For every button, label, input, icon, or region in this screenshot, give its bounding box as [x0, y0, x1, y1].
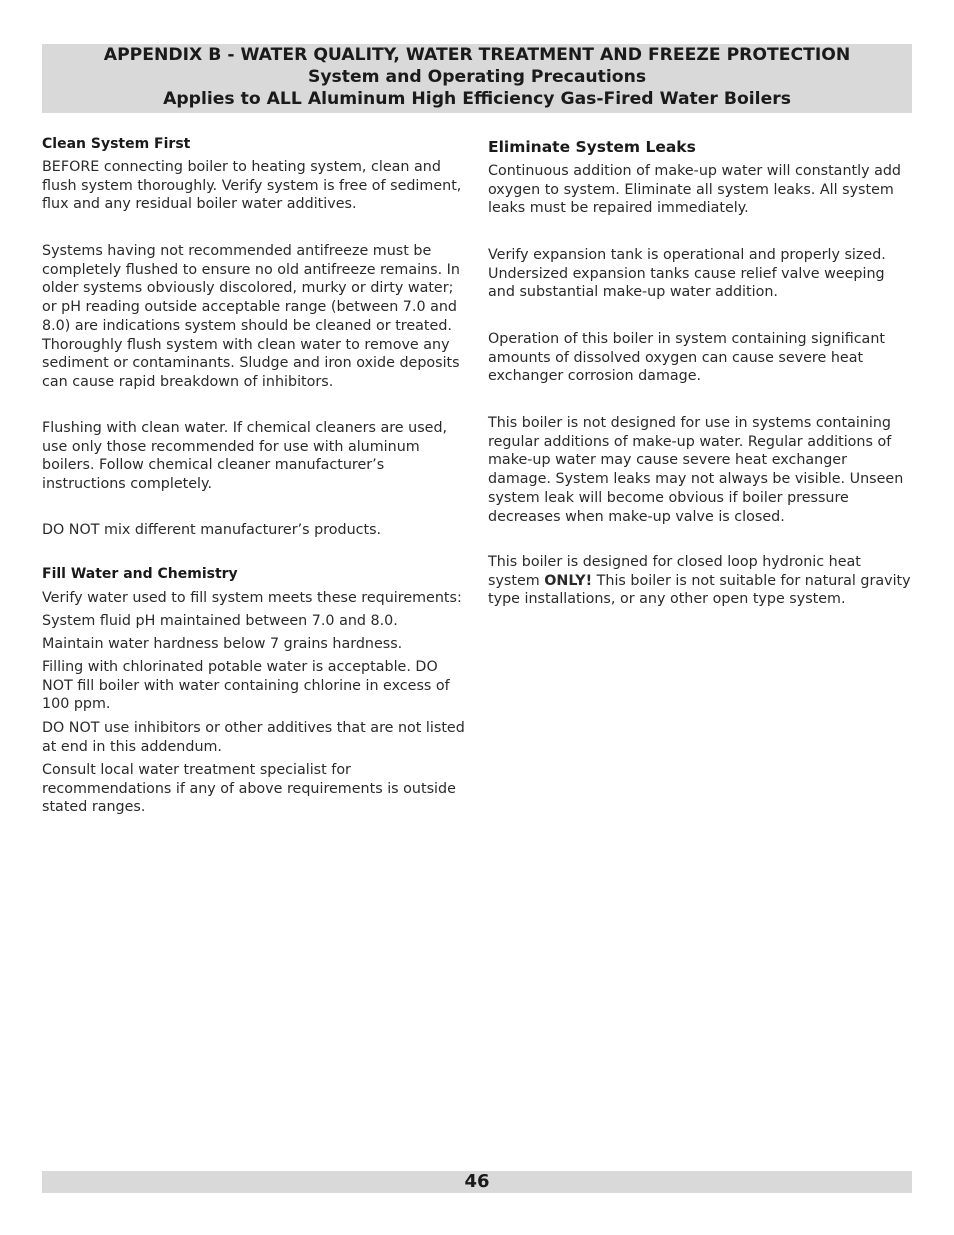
- clean-system-paragraph-2: Systems having not recommended antifreeze must be completely flushed to ensure no old antifreeze remains. In older systems obviously discolored, murky or dirty water; or pH reading outside acceptable range (between 7.0 and 8.0) are indications system should be cleaned or treated. Thoroughly flush system with clean water to remove any sediment or contaminants. Sludge and iron oxide deposits can cause rapid breakdown of inhibitors.: [42, 243, 460, 390]
- appendix-applies-to: Applies to ALL Aluminum High Efficiency Gas-Fired Water Boilers: [163, 89, 791, 109]
- page-footer: [42, 1171, 912, 1193]
- clean-system-paragraph-3: Flushing with clean water. If chemical cleaners are used, use only those recommended for use with aluminum boilers. Follow chemical cleaner manufacturer’s instructions completely.: [42, 420, 448, 493]
- fill-water-paragraph-2: System fluid pH maintained between 7.0 and 8.0.: [42, 613, 398, 629]
- eliminate-leaks-paragraph-4: This boiler is not designed for use in systems containing regular additions of make-up water. Regular additions of make-up water may cause severe heat exchanger damage. System leaks may not always be visible. Unseen system leak will become obvious if boiler pressure decreases when make-up valve is closed.: [488, 415, 904, 525]
- fill-water-paragraph-5: DO NOT use inhibitors or other additives that are not listed at end in this addendum.: [42, 720, 465, 755]
- appendix-subtitle: System and Operating Precautions: [307, 67, 647, 87]
- fill-water-heading: Fill Water and Chemistry: [42, 566, 238, 582]
- not-suitable-text: This boiler is not suitable for natural gravity type installations, or any other open type system.: [488, 572, 911, 608]
- fill-water-paragraph-4: Filling with chlorinated potable water is acceptable. DO NOT fill boiler with water containing chlorine in excess of 100 ppm.: [42, 659, 450, 713]
- clean-system-heading: Clean System First: [42, 136, 191, 152]
- eliminate-leaks-paragraph-1: Continuous addition of make-up water will constantly add oxygen to system. Eliminate all system leaks. All system leaks must be repaired immediately.: [488, 163, 901, 217]
- closed-loop-text: This boiler is designed for closed loop hydronic heat system: [488, 554, 861, 589]
- fill-water-paragraph-1: Verify water used to fill system meets these requirements:: [42, 590, 462, 606]
- clean-system-paragraph-4: DO NOT mix different manufacturer’s products.: [42, 522, 382, 538]
- only-emphasis: ONLY!: [544, 572, 593, 589]
- fill-water-paragraph-6: Consult local water treatment specialist for recommendations if any of above requirements is outside stated ranges.: [42, 762, 456, 816]
- eliminate-leaks-heading: Eliminate System Leaks: [488, 138, 696, 156]
- appendix-header: [42, 44, 912, 113]
- eliminate-leaks-paragraph-5: [488, 553, 913, 609]
- appendix-title: APPENDIX B - WATER QUALITY, WATER TREATMENT AND FREEZE PROTECTION: [103, 45, 851, 65]
- page-number: 46: [464, 1171, 490, 1192]
- clean-system-paragraph-1: BEFORE connecting boiler to heating system, clean and flush system thoroughly. Verify system is free of sediment, flux and any residual boiler water additives.: [42, 159, 462, 213]
- eliminate-leaks-paragraph-2: Verify expansion tank is operational and properly sized. Undersized expansion tanks cause relief valve weeping and substantial make-up water addition.: [488, 247, 886, 301]
- eliminate-leaks-paragraph-3: Operation of this boiler in system containing significant amounts of dissolved oxygen can cause severe heat exchanger corrosion damage.: [488, 331, 885, 385]
- fill-water-paragraph-3: Maintain water hardness below 7 grains hardness.: [42, 636, 403, 652]
